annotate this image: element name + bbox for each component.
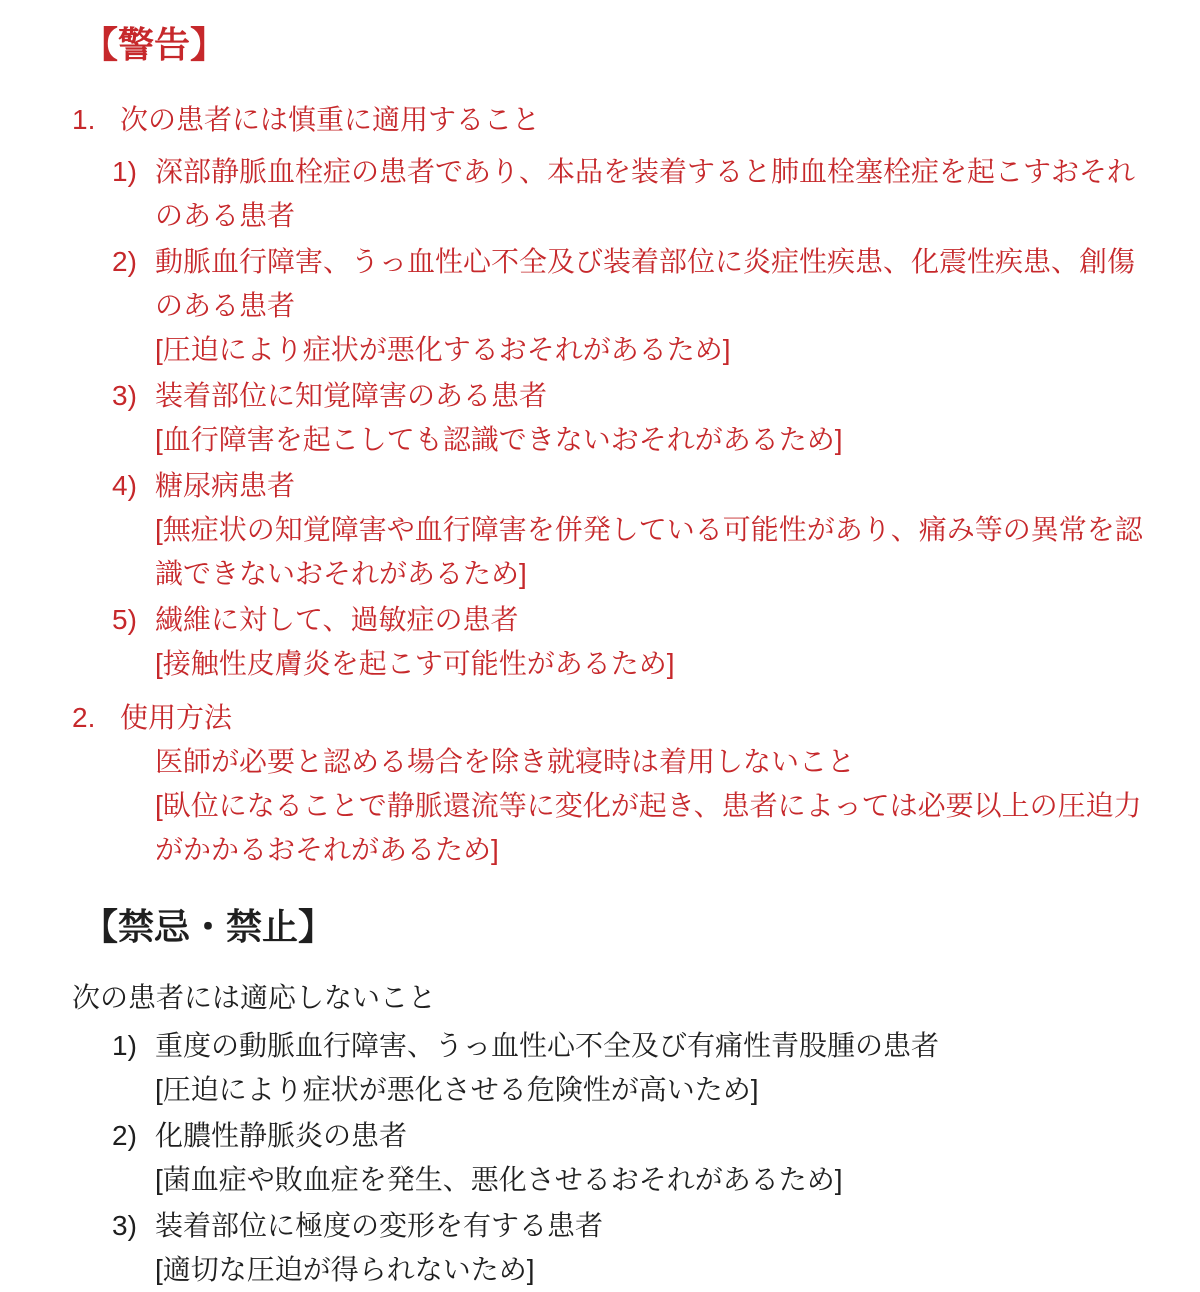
- warning-item-1: [72, 98, 1160, 142]
- warning-heading: 【警告】: [82, 24, 227, 65]
- warning-subitem-4-lines: [155, 464, 1143, 596]
- reason-line: [血行障害を起こしても認識できないおそれがあるため]: [155, 424, 843, 455]
- warning-item-1-title: 次の患者には慎重に適用すること: [120, 104, 541, 135]
- warning-subitem-2: [112, 240, 1160, 372]
- prohibition-subitem-1: [112, 1024, 1160, 1112]
- reason-line: [圧迫により症状が悪化するおそれがあるため]: [155, 334, 731, 365]
- warning-subitem-2-number: 2): [112, 246, 137, 277]
- warning-subitem-2-lines: [155, 240, 1135, 372]
- prohibition-section: [72, 904, 1160, 1292]
- body-line: 医師が必要と認める場合を除き就寝時は着用しないこと: [155, 746, 856, 777]
- reason-line: がかかるおそれがあるため]: [155, 834, 499, 865]
- prohibition-subitem-1-lines: [155, 1024, 939, 1112]
- warning-subitem-4-number: 4): [112, 470, 137, 501]
- warning-item-2: [72, 696, 1160, 740]
- reason-line: [臥位になることで静脈還流等に変化が起き、患者によっては必要以上の圧迫力: [155, 790, 1142, 821]
- warning-item-2-title: 使用方法: [120, 702, 233, 733]
- body-line: 動脈血行障害、うっ血性心不全及び装着部位に炎症性疾患、化震性疾患、創傷: [155, 246, 1136, 277]
- body-line: 糖尿病患者: [155, 470, 296, 501]
- warning-subitem-1-number: 1): [112, 156, 137, 187]
- prohibition-subitem-2: [112, 1114, 1160, 1202]
- body-line: 深部静脈血栓症の患者であり、本品を装着すると肺血栓塞栓症を起こすおそれ: [155, 156, 1136, 187]
- warning-subitem-4: [112, 464, 1160, 596]
- body-line: 重度の動脈血行障害、うっ血性心不全及び有痛性青股腫の患者: [155, 1030, 940, 1061]
- prohibition-intro: 次の患者には適応しないこと: [72, 982, 437, 1013]
- reason-line: [圧迫により症状が悪化させる危険性が高いため]: [155, 1074, 759, 1105]
- warning-subitem-3: [112, 374, 1160, 462]
- reason-line: [菌血症や敗血症を発生、悪化させるおそれがあるため]: [155, 1164, 843, 1195]
- reason-line: [接触性皮膚炎を起こす可能性があるため]: [155, 648, 675, 679]
- body-line: 装着部位に知覚障害のある患者: [155, 380, 548, 411]
- reason-line: 識できないおそれがあるため]: [155, 558, 527, 589]
- body-line: 装着部位に極度の変形を有する患者: [155, 1210, 604, 1241]
- warning-item-2-body: [155, 740, 1160, 872]
- prohibition-subitem-3: [112, 1204, 1160, 1292]
- prohibition-heading: 【禁忌・禁止】: [82, 906, 335, 947]
- warning-subitem-5: [112, 598, 1160, 686]
- warning-subitem-5-number: 5): [112, 604, 137, 635]
- warning-item-2-number: 2.: [72, 702, 96, 733]
- body-line: 化膿性静脈炎の患者: [155, 1120, 408, 1151]
- reason-line: [無症状の知覚障害や血行障害を併発している可能性があり、痛み等の異常を認: [155, 514, 1143, 545]
- warning-subitem-5-lines: [155, 598, 675, 686]
- warning-subitem-1-lines: [155, 150, 1135, 238]
- warning-section: [72, 22, 1160, 872]
- prohibition-subitem-2-number: 2): [112, 1120, 137, 1151]
- warning-subitem-1: [112, 150, 1160, 238]
- prohibition-subitem-3-lines: [155, 1204, 603, 1292]
- body-line: のある患者: [155, 290, 296, 321]
- warning-item-1-number: 1.: [72, 104, 96, 135]
- warning-subitem-3-number: 3): [112, 380, 137, 411]
- prohibition-subitem-3-number: 3): [112, 1210, 137, 1241]
- prohibition-subitem-2-lines: [155, 1114, 843, 1202]
- warning-subitem-3-lines: [155, 374, 843, 462]
- prohibition-subitem-1-number: 1): [112, 1030, 137, 1061]
- reason-line: [適切な圧迫が得られないため]: [155, 1254, 535, 1285]
- body-line: 繊維に対して、過敏症の患者: [155, 604, 519, 635]
- body-line: のある患者: [155, 200, 296, 231]
